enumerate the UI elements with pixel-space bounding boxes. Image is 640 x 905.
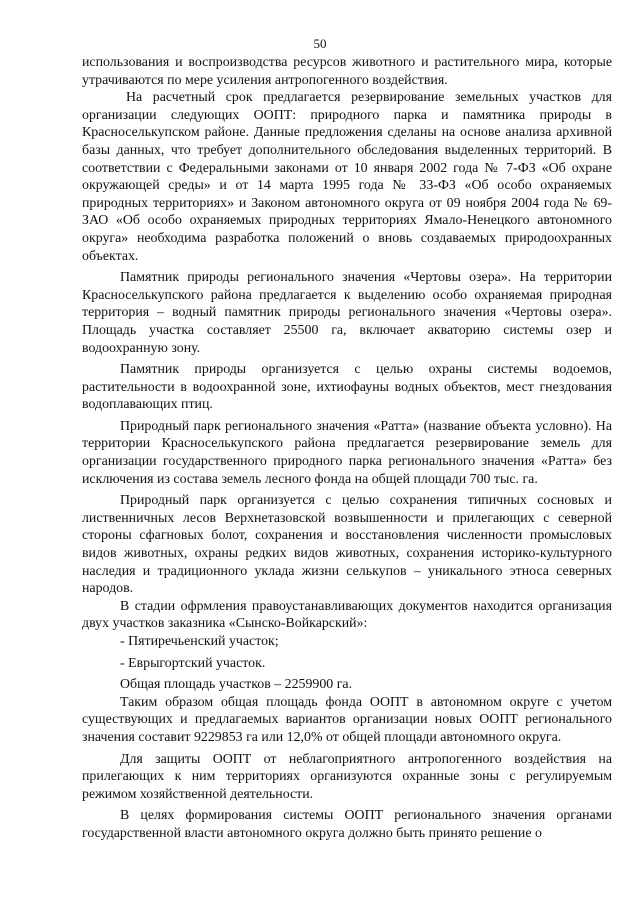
paragraph-chertovy-ozera: Памятник природы регионального значения «Чертовы озера». На территории Красноселькупского района предлагается к выделению особо охраняемая природная территория – водный памятник природы регионального значения «Чертовы озера». Площадь участка составляет 25500 га, включает акваторию системы озер и водоохранную зону.	[82, 270, 612, 356]
document-body	[82, 54, 612, 843]
paragraph-ratta-park: Природный парк регионального значения «Ратта» (название объекта условно). На территории Красноселькупского района предлагается резервирование земель для организации государственного природного парка регионального значения «Ратта» без исключения из состава земель лесного фонда на общей площади 700 тыс. га.	[82, 418, 612, 487]
paragraph-total-fund: Таким образом общая площадь фонда ООПТ в автономном округе с учетом существующих и предлагаемых вариантов организации новых ООПТ регионального значения составит 9229853 га или 12,0% от общей площади автономного округа.	[82, 694, 612, 745]
paragraph-decision: В целях формирования системы ООПТ регионального значения органами государственной власти автономного округа должно быть принято решение о	[82, 808, 612, 841]
paragraph-continuation: использования и воспроизводства ресурсов животного и растительного мира, которые утрачиваются по мере усиления антропогенного воздействия.	[82, 55, 612, 88]
paragraph-park-purpose: Природный парк организуется с целью сохранения типичных сосновых и лиственничных лесов Верхнетазовской возвышенности и прилегающих с северной стороны сфагновых болот, сохранения и восстановления численности промысловых видов животных, охраны редких видов животных, сохранения историко-культурного наследия и традиционного уклада жизни селькупов – уникального этноса северных народов.	[82, 493, 612, 597]
list-item: - Пятиречьенский участок;	[120, 634, 279, 649]
paragraph-monument-purpose: Памятник природы организуется с целью охраны системы водоемов, растительности в водоохранной зоне, ихтиофауны водных объектов, мест гнездования водоплавающих птиц.	[82, 362, 612, 413]
paragraph-total-area: Общая площадь участков – 2259900 га.	[120, 677, 353, 693]
paragraph-zakaznik: В стадии офрмления правоустанавливающих документов находится организация двух участков заказника «Сынско-Войкарский»:	[82, 598, 612, 632]
paragraph-reservation-plan: На расчетный срок предлагается резервирование земельных участков для организации следующих ООПТ: природного парка и памятника природы в Красноселькупском районе. Данные предложения сделаны на основе анализа архивной базы данных, что требует дополнительного обследования выделенных территорий. В соответствии с Федеральными законами от 10 января 2002 года № 7-ФЗ «Об охране окружающей среды» и от 14 марта 1995 года № 33-ФЗ «Об особо охраняемых природных территориях» и Законом автономного округа от 09 ноября 2004 года № 69-ЗАО «Об особо охраняемых природных территориях Ямало-Ненецкого автономного округа» необходима разработка положений о вновь создаваемых природоохранных объектах.	[82, 90, 612, 264]
page-number: 50	[313, 36, 327, 51]
list-item: - Еврыгортский участок.	[120, 655, 266, 671]
paragraph-protection-zones: Для защиты ООПТ от неблагоприятного антропогенного воздействия на прилегающих к ним территориях организуются охранные зоны с регулируемым режимом хозяйственной деятельности.	[82, 751, 612, 802]
